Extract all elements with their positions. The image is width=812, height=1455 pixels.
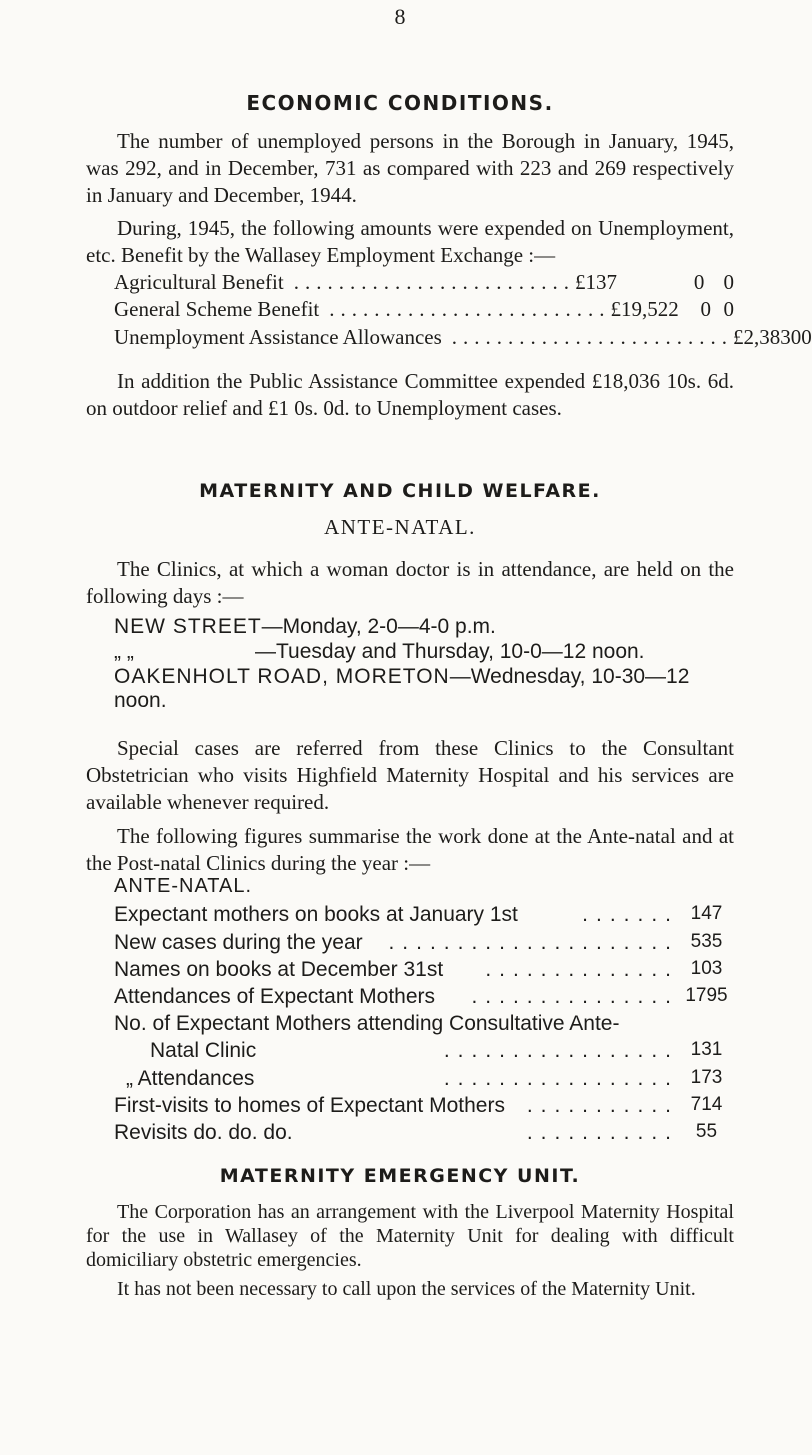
benefit-shillings: 0 (693, 270, 705, 294)
benefit-pence: 0 (723, 270, 734, 294)
clinic-schedule-line (114, 615, 734, 639)
stat-value: 103 (690, 958, 723, 979)
benefit-pence: 0 (801, 325, 812, 349)
emergency-paragraph-1: The Corporation has an arrangement with the Liverpool Maternity Hospital for the use in Wallasey of the Maternity Unit for dealing with difficult domiciliary obstetric emergencies. (86, 1201, 734, 1271)
stat-row (114, 1121, 734, 1145)
stat-value: 55 (695, 1121, 718, 1142)
ante-natal-subheading: ANTE-NATAL. (324, 515, 476, 539)
stat-label: Attendances of Expectant Mothers (114, 985, 436, 1008)
clinic-place: NEW STREET (114, 615, 262, 638)
referral-paragraph: Special cases are referred from these Clinics to the Consultant Obstetrician who visits Highfield Maternity Hospital and his services are available whenever required. (86, 736, 734, 814)
ante-natal-stats-title: ANTE-NATAL. (114, 875, 253, 897)
stat-value: 535 (690, 931, 723, 952)
leader-dots: ............... (471, 985, 679, 1008)
benefit-row (114, 297, 734, 322)
benefit-row (114, 325, 812, 350)
clinic-times: —Monday, 2-0—4-0 p.m. (261, 615, 496, 638)
benefit-label: General Scheme Benefit (114, 297, 320, 321)
benefit-shillings: 0 (790, 325, 802, 349)
benefit-label: Unemployment Assistance Allowances (114, 325, 442, 349)
stat-row (114, 1067, 734, 1091)
benefit-amount: £19,522 (610, 297, 679, 321)
stat-row (114, 1012, 734, 1036)
stat-row (114, 958, 734, 982)
stat-value: 131 (690, 1039, 723, 1060)
benefit-amount: £137 (574, 270, 617, 294)
stat-value: 714 (690, 1094, 723, 1115)
emergency-paragraph-2: It has not been necessary to call upon the services of the Maternity Unit. (117, 1278, 696, 1300)
stat-value: 147 (690, 903, 723, 924)
clinic-times: —Wednesday, 10-30—12 noon. (114, 665, 690, 712)
economic-paragraph-2: During, 1945, the following amounts were expended on Unemployment, etc. Benefit by the Wallasey Employment Exchange :— (86, 216, 734, 267)
benefit-row (114, 270, 734, 295)
clinic-place: „ „ (114, 640, 134, 663)
economic-paragraph-3: In addition the Public Assistance Committee expended £18,036 10s. 6d. on outdoor relief and £1 0s. 0d. to Unemployment cases. (86, 369, 734, 420)
stat-row (114, 985, 734, 1009)
benefit-label: Agricultural Benefit (114, 270, 284, 294)
stat-label: Natal Clinic (150, 1039, 257, 1062)
leader-dots: ................. (443, 1067, 679, 1090)
clinics-paragraph: The Clinics, at which a woman doctor is in attendance, are held on the following days :— (86, 557, 734, 608)
stat-value: 173 (690, 1067, 723, 1088)
leader-dots: ..................... (388, 931, 679, 954)
leader-dots: ......................... (293, 270, 575, 294)
leader-dots: ......................... (329, 297, 611, 321)
stat-value: 1795 (685, 985, 728, 1006)
stat-value (679, 1012, 734, 1036)
stat-label: „ Attendances (126, 1067, 255, 1090)
stat-row (114, 1094, 734, 1118)
leader-dots: ....... (582, 903, 679, 926)
benefit-shillings: 0 (700, 297, 711, 321)
page-number: 8 (394, 4, 406, 29)
economic-heading: ECONOMIC CONDITIONS. (246, 91, 554, 115)
stat-label: New cases during the year (114, 931, 363, 954)
economic-paragraph-1: The number of unemployed persons in the Borough in January, 1945, was 292, and in December, 731 as compared with 223 and 269 respectively in January and December, 1944. (86, 129, 734, 207)
clinic-schedule-line (114, 665, 734, 713)
stat-row (114, 931, 734, 955)
benefit-pence: 0 (723, 297, 734, 321)
stat-label: Names on books at December 31st (114, 958, 444, 981)
emergency-unit-heading: MATERNITY EMERGENCY UNIT. (219, 1165, 581, 1187)
stat-label: Expectant mothers on books at January 1st (114, 903, 518, 926)
stat-row (114, 903, 734, 927)
leader-dots: ........... (526, 1121, 679, 1144)
stat-row (114, 1039, 734, 1063)
clinic-place: OAKENHOLT ROAD, MORETON (114, 665, 450, 688)
leader-dots: ........... (526, 1094, 679, 1117)
benefit-amount: £2,383 (733, 325, 791, 349)
leader-dots: ................. (443, 1039, 679, 1062)
clinic-schedule-line (114, 640, 734, 664)
leader-dots: ......................... (451, 325, 734, 349)
clinic-times: —Tuesday and Thursday, 10-0—12 noon. (255, 640, 645, 663)
stat-label: First-visits to homes of Expectant Mothers (114, 1094, 505, 1117)
leader-dots: .............. (485, 958, 679, 981)
summary-paragraph: The following figures summarise the work done at the Ante-natal and at the Post-natal Clinics during the year :— (86, 824, 734, 875)
stat-label: No. of Expectant Mothers attending Consultative Ante- (114, 1012, 620, 1035)
stat-label: Revisits do. do. do. (114, 1121, 293, 1144)
maternity-heading: MATERNITY AND CHILD WELFARE. (199, 480, 601, 502)
leader-dots (619, 1012, 679, 1036)
